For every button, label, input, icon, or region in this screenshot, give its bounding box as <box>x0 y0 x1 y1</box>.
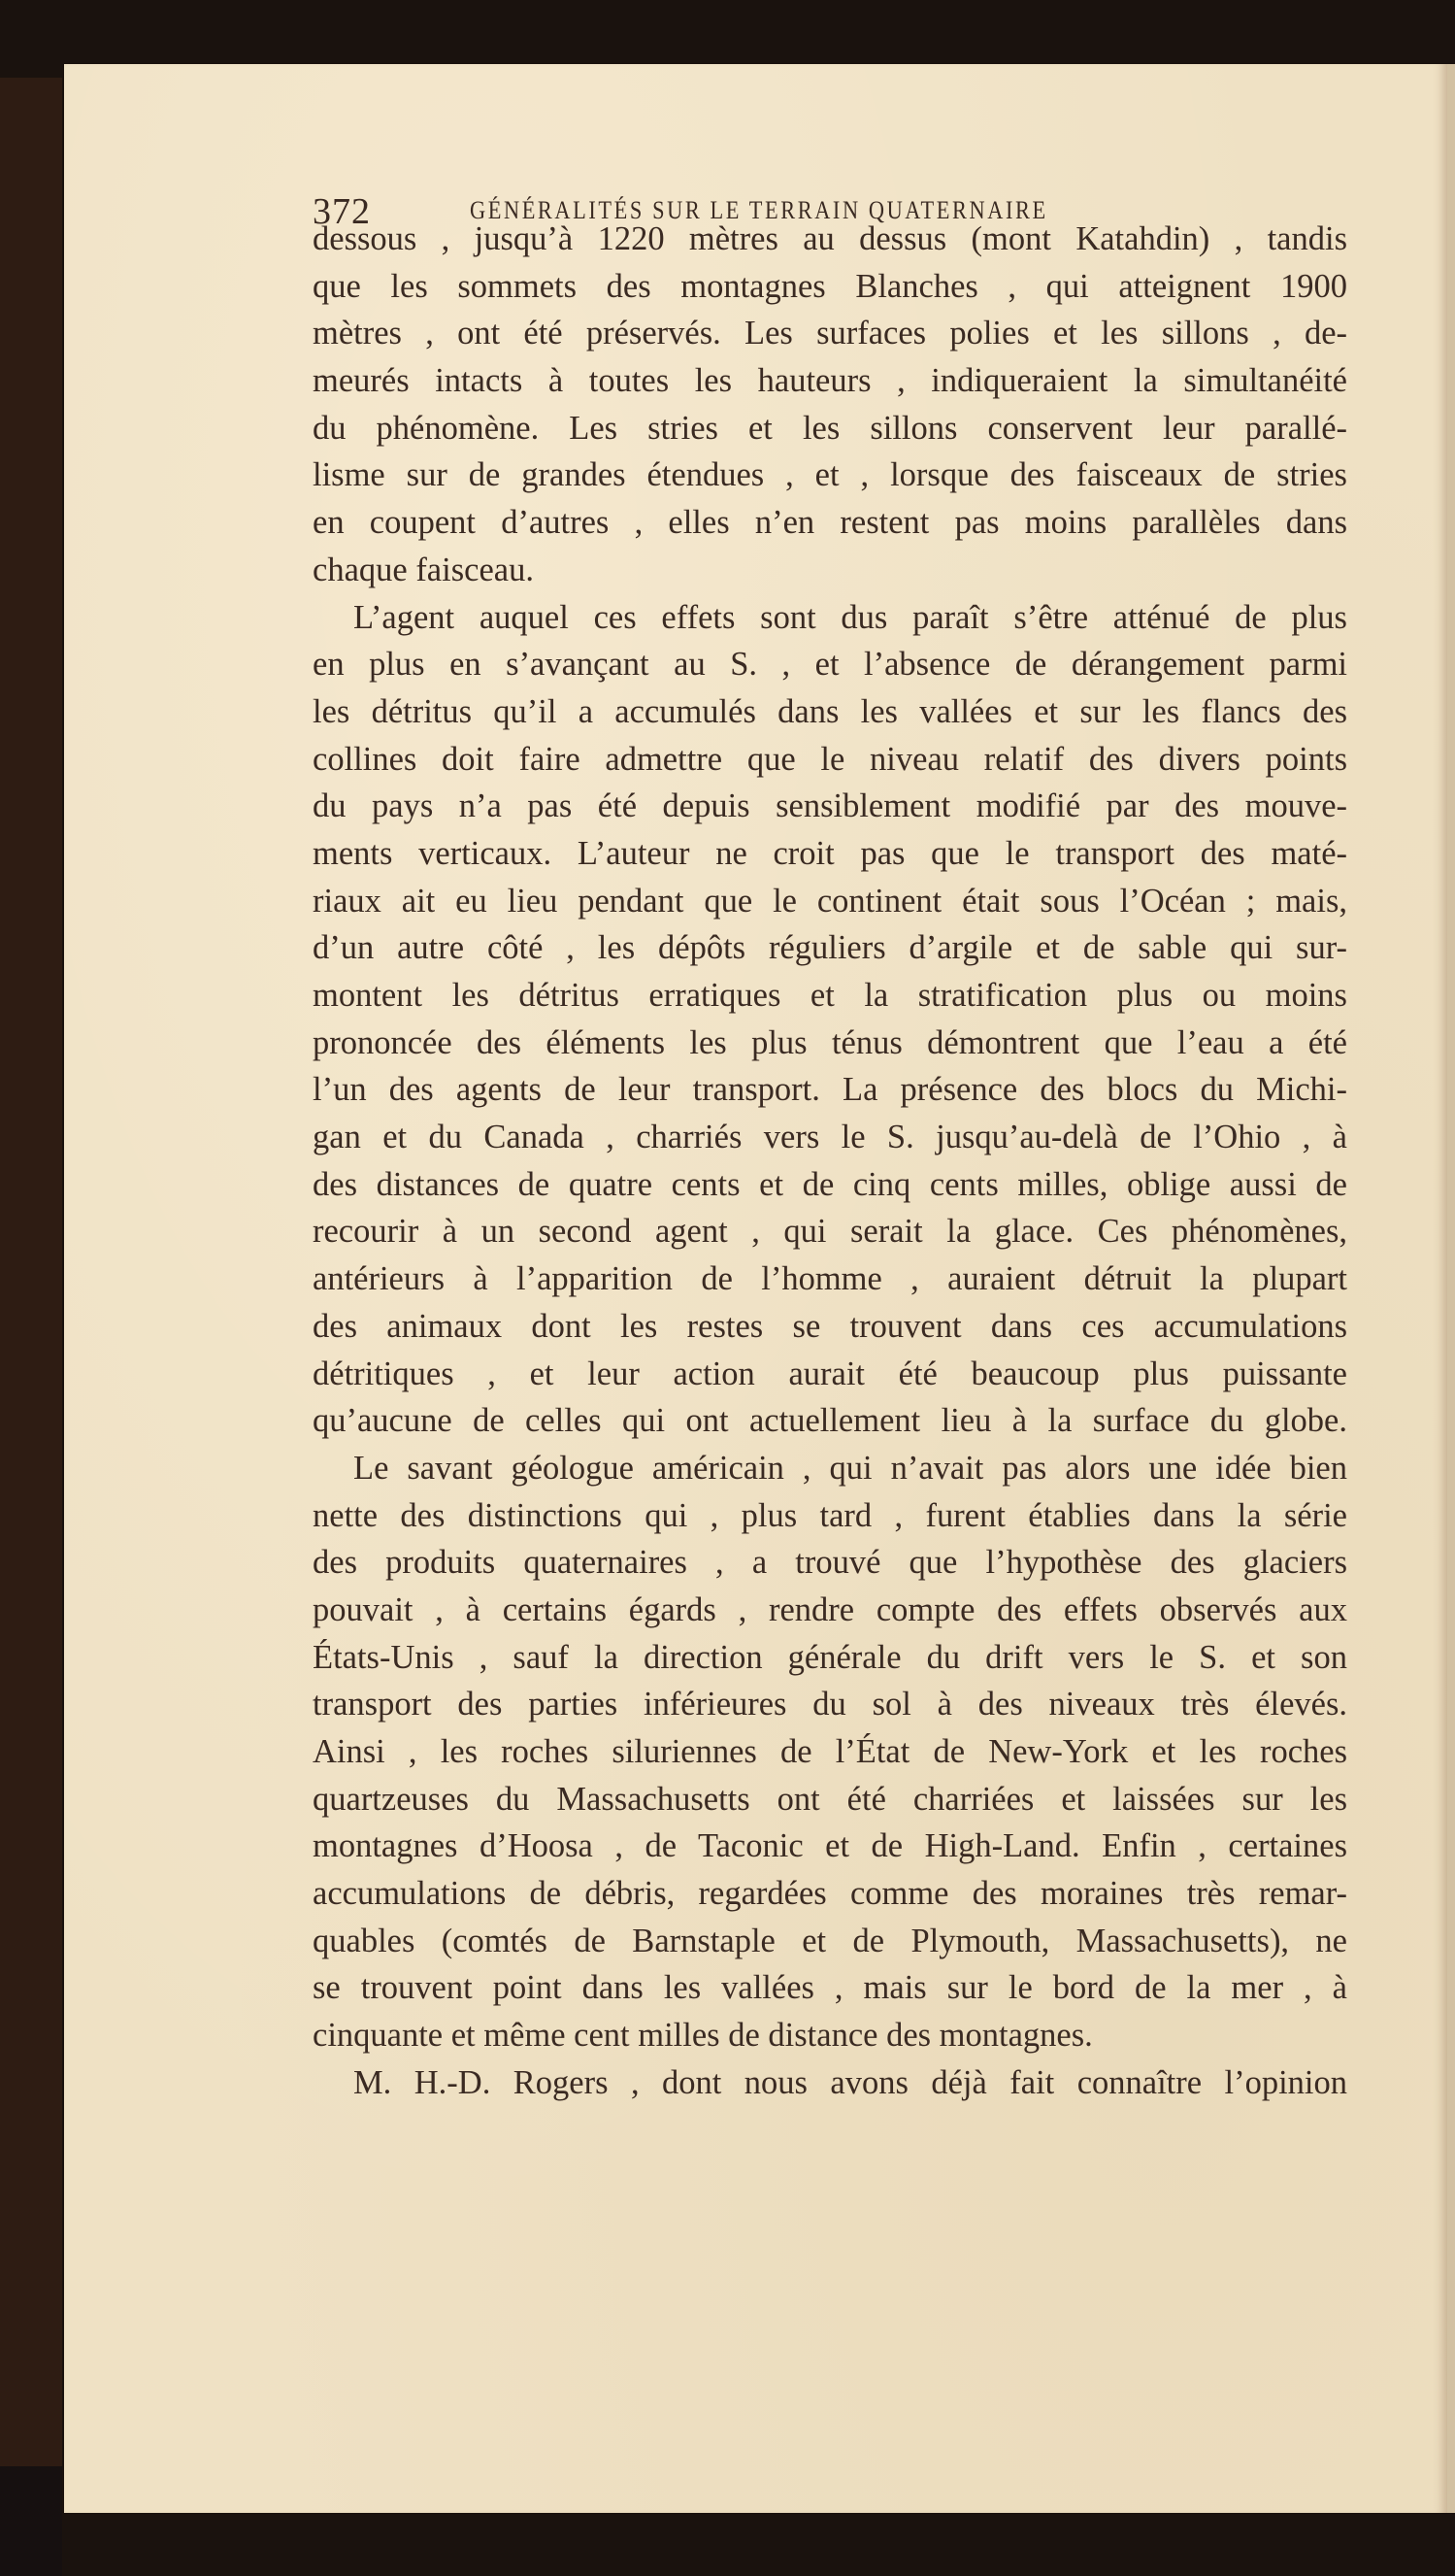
text-line: prononcée des éléments les plus ténus démontrent que l’eau a été <box>313 1023 1347 1061</box>
paragraph <box>313 1445 1347 2059</box>
text-line: l’un des agents de leur transport. La présence des blocs du Michi- <box>313 1071 1347 1109</box>
text-line: mètres , ont été préservés. Les surfaces polies et les sillons , de- <box>313 315 1347 352</box>
text-line: détritiques , et leur action aurait été beaucoup plus puissante <box>313 1355 1347 1392</box>
scan-background-left-lower <box>0 2466 62 2576</box>
text-line: pouvait , à certains égards , rendre compte des effets observés aux <box>313 1590 1347 1628</box>
text-line: du phénomène. Les stries et les sillons conservent leur parallé- <box>313 409 1347 447</box>
text-line: Le savant géologue américain , qui n’avait pas alors une idée bien <box>353 1449 1347 1487</box>
text-line: transport des parties inférieures du sol à des niveaux très élevés. <box>313 1686 1347 1723</box>
text-line: se trouvent point dans les vallées , mais sur le bord de la mer , à <box>313 1969 1347 2007</box>
text-line: accumulations de débris, regardées comme des moraines très remar- <box>313 1875 1347 1913</box>
page-edge <box>1447 64 1455 2513</box>
text-line: des produits quaternaires , a trouvé que l’hypothèse des glaciers <box>313 1544 1347 1582</box>
page-number: 372 <box>313 191 371 232</box>
text-line: qu’aucune de celles qui ont actuellement lieu à la surface du globe. <box>313 1402 1347 1440</box>
text-line: des animaux dont les restes se trouvent dans ces accumulations <box>313 1307 1347 1345</box>
text-line: montagnes d’Hoosa , de Taconic et de High-Land. Enfin , certaines <box>313 1827 1347 1865</box>
body-text <box>313 216 1347 2107</box>
text-line: nette des distinctions qui , plus tard , furent établies dans la série <box>313 1496 1347 1534</box>
text-line: du pays n’a pas été depuis sensiblement modifié par des mouve- <box>313 787 1347 825</box>
text-line: États-Unis , sauf la direction générale du drift vers le S. et son <box>313 1638 1347 1676</box>
text-line: M. H.-D. Rogers , dont nous avons déjà fait connaître l’opinion <box>353 2063 1347 2101</box>
text-line: en plus en s’avançant au S. , et l’absence de dérangement parmi <box>313 646 1347 684</box>
text-line: meurés intacts à toutes les hauteurs , indiqueraient la simultanéité <box>313 362 1347 400</box>
text-line: montent les détritus erratiques et la stratification plus ou moins <box>313 977 1347 1014</box>
text-line: dessous , jusqu’à 1220 mètres au dessus (mont Katahdin) , tandis <box>313 220 1347 257</box>
text-line: ments verticaux. L’auteur ne croit pas que le transport des maté- <box>313 834 1347 872</box>
scan-background-left <box>0 78 62 2525</box>
text-line: lisme sur de grandes étendues , et , lorsque des faisceaux de stries <box>313 456 1347 494</box>
running-head: GÉNÉRALITÉS SUR LE TERRAIN QUATERNAIRE <box>470 196 1048 224</box>
text-line: que les sommets des montagnes Blanches , qui atteignent 1900 <box>313 267 1347 305</box>
text-line: quables (comtés de Barnstaple et de Plymouth, Massachusetts), ne <box>313 1922 1347 1959</box>
paragraph <box>313 216 1347 594</box>
text-line: Ainsi , les roches siluriennes de l’État de New-York et les roches <box>313 1733 1347 1770</box>
text-line: collines doit faire admettre que le niveau relatif des divers points <box>313 740 1347 778</box>
text-line: riaux ait eu lieu pendant que le continent était sous l’Océan ; mais, <box>313 882 1347 920</box>
text-line: les détritus qu’il a accumulés dans les vallées et sur les flancs des <box>313 692 1347 730</box>
paragraph <box>313 594 1347 1445</box>
text-line: cinquante et même cent milles de distance des montagnes. <box>313 2017 1093 2055</box>
text-line: chaque faisceau. <box>313 551 534 588</box>
text-line: quartzeuses du Massachusetts ont été charriées et laissées sur les <box>313 1780 1347 1818</box>
text-line: L’agent auquel ces effets sont dus paraît s’être atténué de plus <box>353 598 1347 636</box>
text-line: en coupent d’autres , elles n’en restent pas moins parallèles dans <box>313 504 1347 542</box>
text-line: recourir à un second agent , qui serait la glace. Ces phénomènes, <box>313 1213 1347 1251</box>
paragraph <box>313 2059 1347 2107</box>
text-line: antérieurs à l’apparition de l’homme , auraient détruit la plupart <box>313 1260 1347 1298</box>
text-line: d’un autre côté , les dépôts réguliers d’argile et de sable qui sur- <box>313 929 1347 967</box>
text-line: gan et du Canada , charriés vers le S. jusqu’au-delà de l’Ohio , à <box>313 1119 1347 1156</box>
text-line: des distances de quatre cents et de cinq cents milles, oblige aussi de <box>313 1165 1347 1203</box>
